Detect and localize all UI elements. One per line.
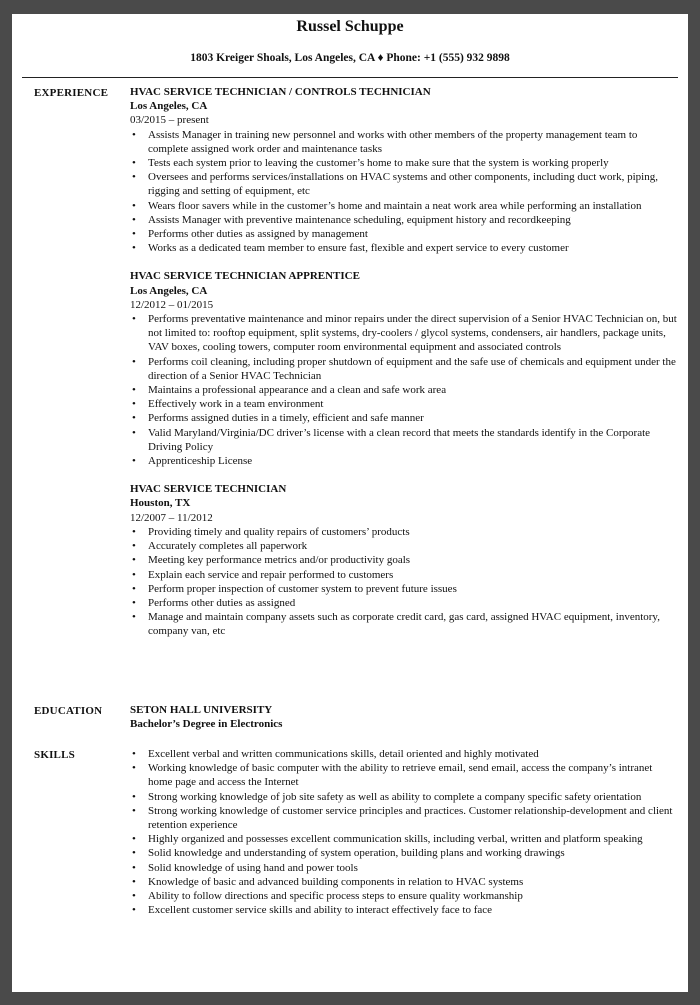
list-item: • Solid knowledge and understanding of system operation, building plans and working drawings bbox=[148, 846, 678, 860]
skills-heading: SKILLS bbox=[34, 749, 75, 761]
contact-line: 1803 Kreiger Shoals, Los Angeles, CA ♦ Phone: +1 (555) 932 9898 bbox=[190, 52, 510, 64]
job-dates: 03/2015 – present bbox=[130, 114, 209, 127]
list-item: • Oversees and performs services/installations on HVAC systems and other components, including duct work, piping, rigging and setting of equipment, etc bbox=[148, 170, 678, 198]
list-item: • Maintains a professional appearance and a clean and safe work area bbox=[148, 383, 678, 397]
job-title: HVAC SERVICE TECHNICIAN APPRENTICE bbox=[130, 270, 360, 283]
candidate-name: Russel Schuppe bbox=[296, 18, 404, 35]
list-item: • Assists Manager with preventive maintenance scheduling, equipment history and recordkeeping bbox=[148, 213, 678, 227]
list-item: • Performs other duties as assigned by management bbox=[148, 227, 678, 241]
job-title: HVAC SERVICE TECHNICIAN / CONTROLS TECHNICIAN bbox=[130, 86, 431, 98]
job-dates: 12/2007 – 11/2012 bbox=[130, 511, 213, 524]
list-item: • Effectively work in a team environment bbox=[148, 397, 678, 411]
list-item: • Knowledge of basic and advanced building components in relation to HVAC systems bbox=[148, 875, 678, 889]
job-bullets bbox=[130, 312, 678, 468]
skills-section bbox=[130, 747, 678, 917]
list-item: • Assists Manager in training new personnel and works with other members of the property management team to complete assigned work order and maintenance tasks bbox=[148, 128, 678, 156]
list-item: • Manage and maintain company assets such as corporate credit card, gas card, assigned HVAC equipment, inventory, company van, etc bbox=[148, 610, 678, 638]
education-heading: EDUCATION bbox=[34, 705, 103, 717]
job-entry bbox=[130, 482, 678, 638]
skills-list bbox=[130, 747, 678, 917]
list-item: • Strong working knowledge of customer service principles and practices. Customer relationship-development and client retention experience bbox=[148, 804, 678, 832]
job-location: Houston, TX bbox=[130, 497, 191, 510]
list-item: • Working knowledge of basic computer with the ability to retrieve email, send email, access the company’s intranet home page and access the Internet bbox=[148, 761, 678, 789]
list-item: • Performs other duties as assigned bbox=[148, 596, 678, 610]
list-item: • Works as a dedicated team member to ensure fast, flexible and expert service to every customer bbox=[148, 241, 678, 255]
job-dates: 12/2012 – 01/2015 bbox=[130, 298, 214, 311]
list-item: • Perform proper inspection of customer system to prevent future issues bbox=[148, 582, 678, 596]
list-item: • Explain each service and repair performed to customers bbox=[148, 568, 678, 582]
list-item: • Highly organized and possesses excellent communication skills, including verbal, written and platform speaking bbox=[148, 832, 678, 846]
education-school: SETON HALL UNIVERSITY bbox=[130, 704, 273, 716]
experience-section bbox=[130, 85, 678, 653]
list-item: • Providing timely and quality repairs of customers’ products bbox=[148, 525, 678, 539]
list-item: • Performs assigned duties in a timely, efficient and safe manner bbox=[148, 411, 678, 425]
experience-heading: EXPERIENCE bbox=[34, 87, 109, 99]
job-title: HVAC SERVICE TECHNICIAN bbox=[130, 483, 287, 496]
education-section bbox=[130, 703, 678, 731]
list-item: • Valid Maryland/Virginia/DC driver’s license with a clean record that meets the standards identify in the Corporate Driving Policy bbox=[148, 426, 678, 454]
list-item: • Excellent verbal and written communications skills, detail oriented and highly motivated bbox=[148, 747, 678, 761]
list-item: • Performs coil cleaning, including proper shutdown of equipment and the safe use of chemicals and equipment under the direction of a Senior HVAC Technician bbox=[148, 355, 678, 383]
list-item: • Wears floor savers while in the customer’s home and maintain a neat work area while performing an installation bbox=[148, 199, 678, 213]
list-item: • Meeting key performance metrics and/or productivity goals bbox=[148, 553, 678, 567]
education-degree: Bachelor’s Degree in Electronics bbox=[130, 718, 283, 731]
list-item: • Performs preventative maintenance and minor repairs under the direct supervision of a Senior HVAC Technician on, but not limited to: rooftop equipment, split systems, dry-coolers / glycol systems, condensers, air handlers, package units, VAV boxes, cooling towers, computer room environmental equipment and associated controls bbox=[148, 312, 678, 355]
list-item: • Tests each system prior to leaving the customer’s home to make sure that the system is working properly bbox=[148, 156, 678, 170]
list-item: • Excellent customer service skills and ability to interact effectively face to face bbox=[148, 903, 678, 917]
list-item: • Strong working knowledge of job site safety as well as ability to complete a company specific safety orientation bbox=[148, 790, 678, 804]
job-entry bbox=[130, 269, 678, 468]
list-item: • Accurately completes all paperwork bbox=[148, 539, 678, 553]
job-entry bbox=[130, 85, 678, 255]
job-bullets bbox=[130, 128, 678, 256]
list-item: • Apprenticeship License bbox=[148, 454, 678, 468]
list-item: • Ability to follow directions and specific process steps to ensure quality workmanship bbox=[148, 889, 678, 903]
job-location: Los Angeles, CA bbox=[130, 284, 208, 297]
list-item: • Solid knowledge of using hand and power tools bbox=[148, 861, 678, 875]
job-location: Los Angeles, CA bbox=[130, 100, 208, 113]
job-bullets bbox=[130, 525, 678, 639]
header-divider bbox=[22, 77, 678, 78]
resume-page bbox=[12, 14, 688, 992]
